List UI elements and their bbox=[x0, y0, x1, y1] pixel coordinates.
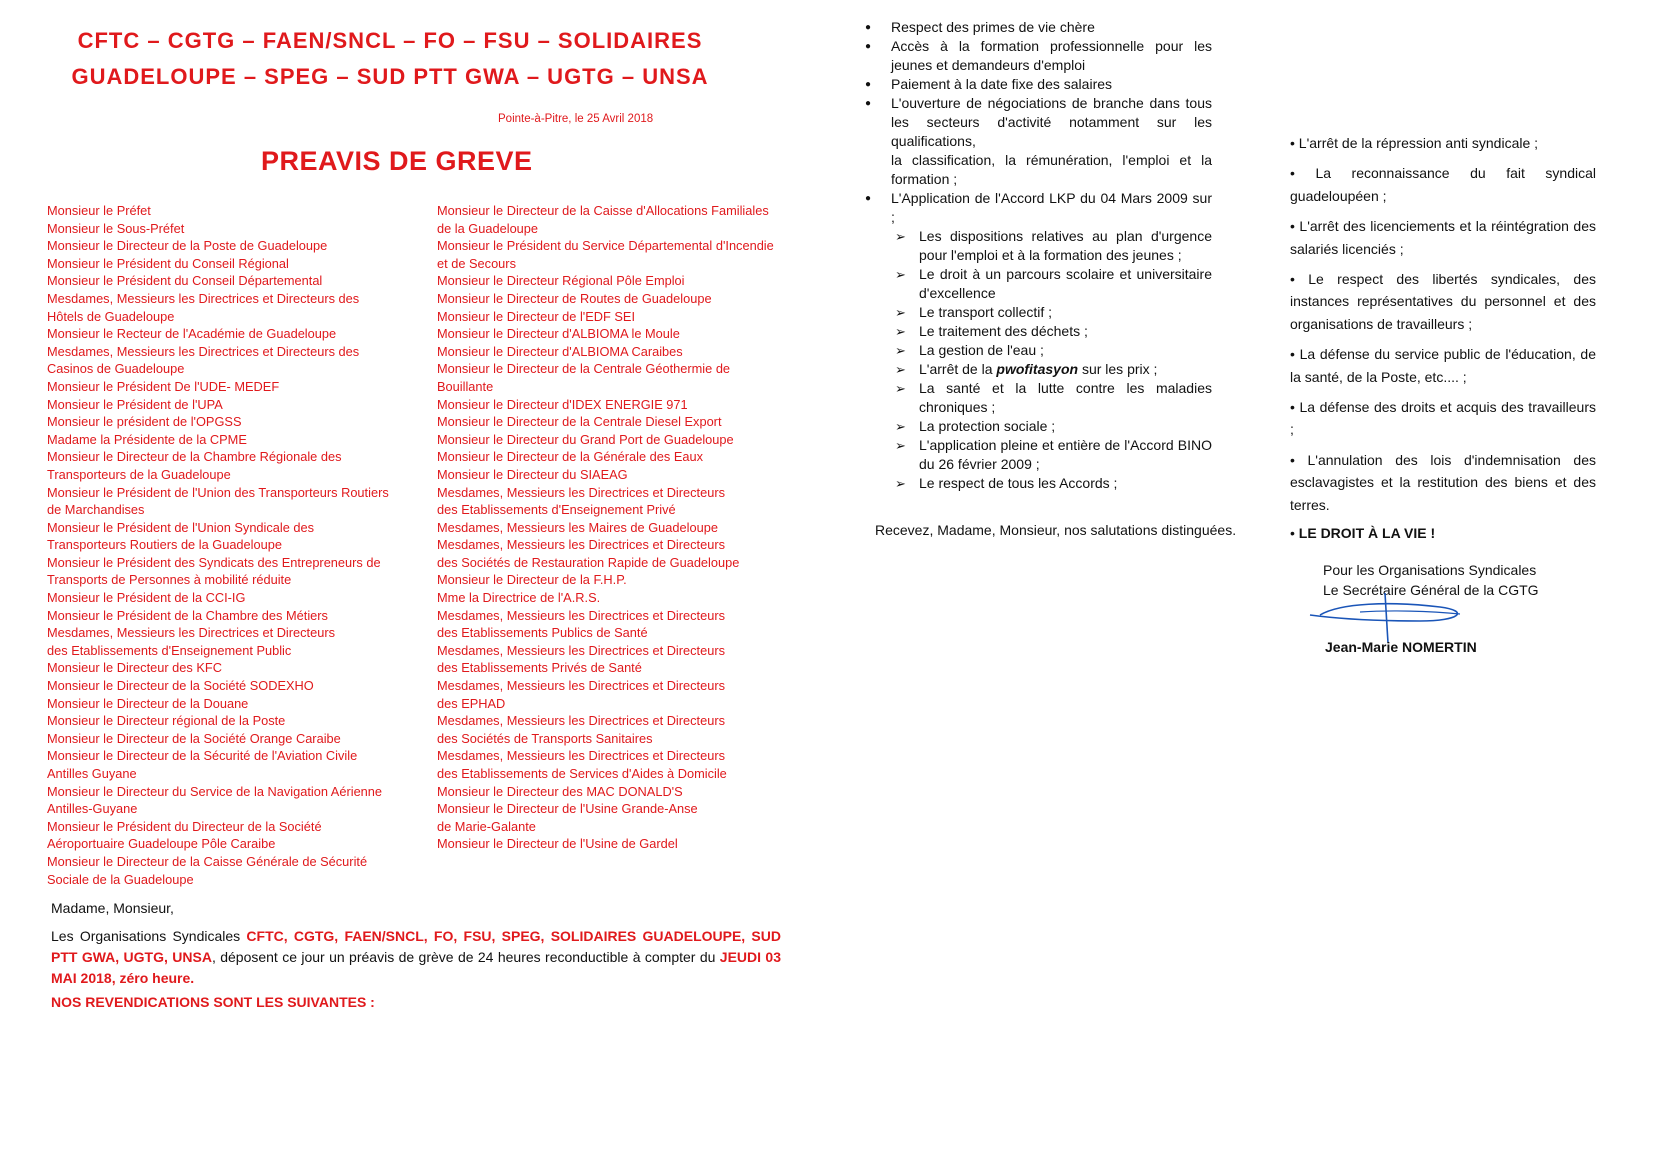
recipient-line: Sociale de la Guadeloupe bbox=[47, 871, 194, 887]
demand-item: • La défense du service public de l'éducation, de la santé, de la Poste, etc.... ; bbox=[1290, 346, 1596, 385]
recipient-line: Monsieur le Directeur régional de la Poste bbox=[47, 713, 286, 729]
recipient-line: Mesdames, Messieurs les Directrices et Directeurs bbox=[437, 678, 726, 694]
recipient-line: des EPHAD bbox=[437, 695, 506, 711]
demand-item: • La reconnaissance du fait syndical guadeloupéen ; bbox=[1290, 165, 1596, 204]
recipient-line: Mesdames, Messieurs les Directrices et Directeurs bbox=[437, 537, 726, 553]
recipient-line: Hôtels de Guadeloupe bbox=[47, 308, 175, 324]
recipient-line: Monsieur le Directeur de la Générale des Eaux bbox=[437, 449, 704, 465]
recipient-line: Monsieur le Président de la CCI-IG bbox=[47, 590, 246, 606]
recipient-line: Antilles-Guyane bbox=[47, 801, 138, 817]
recipient-line: de Marie-Galante bbox=[437, 818, 536, 834]
bullet-icon: • bbox=[1290, 525, 1299, 542]
recipient-line: Monsieur le Directeur de la Douane bbox=[47, 695, 249, 711]
demands-column-3-list-b bbox=[865, 189, 1212, 227]
qualifications-continuation: la classification, la rémunération, l'emploi et la formation ; bbox=[891, 152, 1212, 187]
recipient-line: Monsieur le Président du Conseil Départemental bbox=[47, 273, 323, 289]
lkp-item: ➢ L'arrêt de la pwofitasyon sur les prix ; bbox=[895, 360, 1212, 379]
demand-item: ● L'Application de l'Accord LKP du 04 Mars 2009 sur ; bbox=[865, 189, 1212, 227]
lkp-items bbox=[895, 227, 1212, 493]
recipient-line: Antilles Guyane bbox=[47, 766, 137, 781]
recipient-line: Monsieur le Directeur de la Société SODEXHO bbox=[47, 678, 314, 694]
unions-line-2: GUADELOUPE – SPEG – SUD PTT GWA – UGTG – UNSA bbox=[71, 64, 709, 89]
recipient-line: des Etablissements Privés de Santé bbox=[437, 660, 642, 676]
demand-item: ● Accès à la formation professionnelle pour les jeunes et demandeurs d'emploi bbox=[865, 37, 1212, 75]
recipient-line: et de Secours bbox=[437, 255, 516, 271]
recipient-line: Monsieur le Président de l'UPA bbox=[47, 396, 223, 412]
notice-unions: CFTC, CGTG, FAEN/SNCL, FO, FSU, SPEG, SOLIDAIRES GUADELOUPE, SUD PTT GWA, UGTG, UNSA bbox=[51, 928, 781, 965]
recipient-line: Aéroportuaire Guadeloupe Pôle Caraibe bbox=[47, 836, 276, 852]
recipient-line: Monsieur le Président du Conseil Régional bbox=[47, 255, 289, 271]
bullet-icon: • bbox=[1290, 135, 1299, 151]
recipient-line: Monsieur le Directeur du Service de la Navigation Aérienne bbox=[47, 783, 383, 799]
document-title: PREAVIS DE GREVE bbox=[261, 146, 533, 176]
recipient-line: Monsieur le Directeur des KFC bbox=[47, 660, 222, 676]
recipient-line: Monsieur le Préfet bbox=[47, 203, 151, 218]
recipient-line: Mesdames, Messieurs les Directrices et Directeurs bbox=[437, 484, 726, 500]
recipient-line: Monsieur le Directeur des MAC DONALD'S bbox=[437, 783, 683, 799]
recipient-line: Monsieur le Directeur d'ALBIOMA le Moule bbox=[437, 326, 680, 342]
bullet-icon: • bbox=[1290, 218, 1300, 235]
recipient-line: Mesdames, Messieurs les Directrices et Directeurs bbox=[437, 642, 726, 658]
recipient-line: Monsieur le Directeur de la Caisse Générale de Sécurité bbox=[47, 853, 368, 869]
signature-line-2: Le Secrétaire Général de la CGTG bbox=[1323, 582, 1539, 598]
notice-start-date: JEUDI 03 MAI 2018, zéro heure. bbox=[51, 949, 781, 986]
recipient-line: Monsieur le Directeur de la Sécurité de l'Aviation Civile bbox=[47, 748, 358, 764]
place-date: Pointe-à-Pitre, le 25 Avril 2018 bbox=[498, 113, 654, 125]
recipient-line: des Sociétés de Transports Sanitaires bbox=[437, 730, 653, 746]
recipient-line: Monsieur le Directeur du Grand Port de Guadeloupe bbox=[437, 431, 734, 447]
recipient-line: Monsieur le Directeur d'IDEX ENERGIE 971 bbox=[437, 396, 688, 412]
recipient-line: Monsieur le Président du Service Départemental d'Incendie bbox=[437, 238, 774, 254]
notice-text-middle: , déposent ce jour un préavis de grève de 24 heures reconductible à compter du bbox=[211, 949, 720, 965]
recipient-line: Monsieur le Président de l'Union Syndicale des bbox=[47, 519, 315, 535]
demands-column-3-list-a bbox=[865, 18, 1212, 151]
lkp-item: ➢ Le transport collectif ; bbox=[895, 303, 1212, 322]
recipient-line: Monsieur le Président des Syndicats des Entrepreneurs de bbox=[47, 554, 381, 570]
bullet-icon: • bbox=[1290, 451, 1308, 468]
recipient-line: Monsieur le Directeur de Routes de Guadeloupe bbox=[437, 290, 712, 306]
recipient-line: Monsieur le président de l'OPGSS bbox=[47, 414, 242, 430]
recipient-line: Mesdames, Messieurs les Maires de Guadeloupe bbox=[437, 519, 718, 535]
demand-item: ● Paiement à la date fixe des salaires bbox=[865, 75, 1212, 94]
recipient-line: des Etablissements Publics de Santé bbox=[437, 625, 648, 641]
recipient-line: Monsieur le Directeur de l'Usine Grande-Anse bbox=[437, 801, 698, 817]
recipient-line: Monsieur le Sous-Préfet bbox=[47, 220, 185, 236]
recipient-line: Monsieur le Directeur de la Société Orange Caraibe bbox=[47, 730, 341, 746]
demands-column-3 bbox=[865, 18, 1212, 493]
recipient-line: de la Guadeloupe bbox=[437, 220, 539, 236]
recipient-line: de Marchandises bbox=[47, 502, 145, 518]
recipient-line: Casinos de Guadeloupe bbox=[47, 361, 185, 377]
signatory-name: Jean-Marie NOMERTIN bbox=[1325, 639, 1477, 655]
recipient-line: des Etablissements de Services d'Aides à Domicile bbox=[437, 766, 727, 781]
recipient-line: Mesdames, Messieurs les Directrices et Directeurs bbox=[437, 607, 726, 623]
recipients-left bbox=[47, 202, 389, 888]
recipient-line: Monsieur le Président De l'UDE- MEDEF bbox=[47, 378, 280, 394]
closing: Recevez, Madame, Monsieur, nos salutations distinguées. bbox=[875, 522, 1237, 538]
recipient-line: Transports de Personnes à mobilité réduite bbox=[47, 572, 292, 588]
recipient-line: Monsieur le Directeur de la Centrale Diesel Export bbox=[437, 414, 722, 430]
bullet-icon: • bbox=[1290, 346, 1300, 363]
strike-notice-paragraph bbox=[51, 926, 781, 989]
recipient-line: Monsieur le Directeur de l'EDF SEI bbox=[437, 308, 636, 324]
recipient-line: Mesdames, Messieurs les Directrices et Directeurs bbox=[437, 748, 726, 764]
recipient-line: Monsieur le Directeur du SIAEAG bbox=[437, 466, 628, 482]
lkp-item: ➢ La gestion de l'eau ; bbox=[895, 341, 1212, 360]
recipient-line: Monsieur le Directeur de la Chambre Régionale des bbox=[47, 449, 342, 465]
lkp-item: ➢ La protection sociale ; bbox=[895, 417, 1212, 436]
lkp-item: ➢ La santé et la lutte contre les maladies chroniques ; bbox=[895, 379, 1212, 417]
notice-text-start: Les Organisations Syndicales bbox=[51, 928, 247, 944]
demand-item: • L'arrêt de la répression anti syndicale ; bbox=[1290, 135, 1539, 151]
bullet-icon: • bbox=[1290, 165, 1316, 182]
demand-item: • L'arrêt des licenciements et la réintégration des salariés licenciés ; bbox=[1290, 218, 1596, 257]
demand-item: ● Respect des primes de vie chère bbox=[865, 18, 1212, 37]
demands-heading: NOS REVENDICATIONS SONT LES SUIVANTES : bbox=[51, 994, 375, 1010]
lkp-item: ➢ Les dispositions relatives au plan d'urgence pour l'emploi et à la formation des jeunes ; bbox=[895, 227, 1212, 265]
demand-item: ● L'ouverture de négociations de branche dans tous les secteurs d'activité notamment sur les qualifications, bbox=[865, 94, 1212, 151]
recipient-line: Monsieur le Recteur de l'Académie de Guadeloupe bbox=[47, 326, 337, 342]
recipient-line: Monsieur le Directeur de la Centrale Géothermie de bbox=[437, 361, 731, 377]
demand-item: • Le respect des libertés syndicales, des instances représentatives du personnel et des organisations de travailleurs ; bbox=[1290, 271, 1596, 332]
recipient-line: Monsieur le Directeur de la Poste de Guadeloupe bbox=[47, 238, 328, 254]
bullet-icon: • bbox=[1290, 271, 1309, 288]
handwritten-signature bbox=[1300, 585, 1520, 645]
bullet-icon: • bbox=[1290, 399, 1300, 416]
recipient-line: Monsieur le Directeur d'ALBIOMA Caraibes bbox=[437, 343, 683, 359]
recipient-line: Mme la Directrice de l'A.R.S. bbox=[437, 590, 601, 606]
recipient-line: des Etablissements d'Enseignement Privé bbox=[437, 502, 676, 518]
recipient-line: Mesdames, Messieurs les Directrices et Directeurs bbox=[437, 713, 726, 729]
demand-item: • LE DROIT À LA VIE ! bbox=[1290, 525, 1436, 542]
recipient-line: Transporteurs Routiers de la Guadeloupe bbox=[47, 537, 282, 553]
recipient-line: Monsieur le Directeur de la F.H.P. bbox=[437, 572, 627, 588]
recipient-line: Madame la Présidente de la CPME bbox=[47, 431, 247, 447]
recipient-line: Monsieur le Directeur de la Caisse d'Allocations Familiales bbox=[437, 203, 769, 218]
signature-line-1: Pour les Organisations Syndicales bbox=[1323, 562, 1537, 578]
recipient-line: Monsieur le Président de la Chambre des Métiers bbox=[47, 607, 328, 623]
recipient-line: Monsieur le Directeur Régional Pôle Emploi bbox=[437, 273, 685, 289]
demands-column-4b bbox=[1290, 132, 1596, 553]
lkp-item: ➢ Le respect de tous les Accords ; bbox=[895, 474, 1212, 493]
recipient-line: Bouillante bbox=[437, 378, 494, 394]
recipient-line: des Etablissements d'Enseignement Public bbox=[47, 642, 292, 658]
recipient-line: Mesdames, Messieurs les Directrices et Directeurs bbox=[47, 625, 336, 641]
recipient-line: Mesdames, Messieurs les Directrices et Directeurs des bbox=[47, 290, 360, 306]
recipient-line: des Sociétés de Restauration Rapide de Guadeloupe bbox=[437, 554, 740, 570]
recipient-line: Mesdames, Messieurs les Directrices et Directeurs des bbox=[47, 343, 360, 359]
recipient-line: Transporteurs de la Guadeloupe bbox=[47, 466, 231, 482]
salutation: Madame, Monsieur, bbox=[51, 900, 174, 916]
demand-item: • L'annulation des lois d'indemnisation des esclavagistes et la restitution des biens et des terres. bbox=[1290, 451, 1596, 513]
recipient-line: Monsieur le Président du Directeur de la Société bbox=[47, 818, 322, 834]
unions-line-1: CFTC – CGTG – FAEN/SNCL – FO – FSU – SOLIDAIRES bbox=[77, 28, 703, 53]
recipient-line: Monsieur le Directeur de l'Usine de Gardel bbox=[437, 836, 678, 852]
recipient-line: Monsieur le Président de l'Union des Transporteurs Routiers bbox=[47, 484, 389, 500]
demand-item: • La défense des droits et acquis des travailleurs ; bbox=[1290, 399, 1596, 438]
recipients-right bbox=[437, 202, 774, 853]
lkp-item: ➢ L'application pleine et entière de l'Accord BINO du 26 février 2009 ; bbox=[895, 436, 1212, 474]
lkp-item: ➢ Le droit à un parcours scolaire et universitaire d'excellence bbox=[895, 265, 1212, 303]
lkp-item: ➢ Le traitement des déchets ; bbox=[895, 322, 1212, 341]
